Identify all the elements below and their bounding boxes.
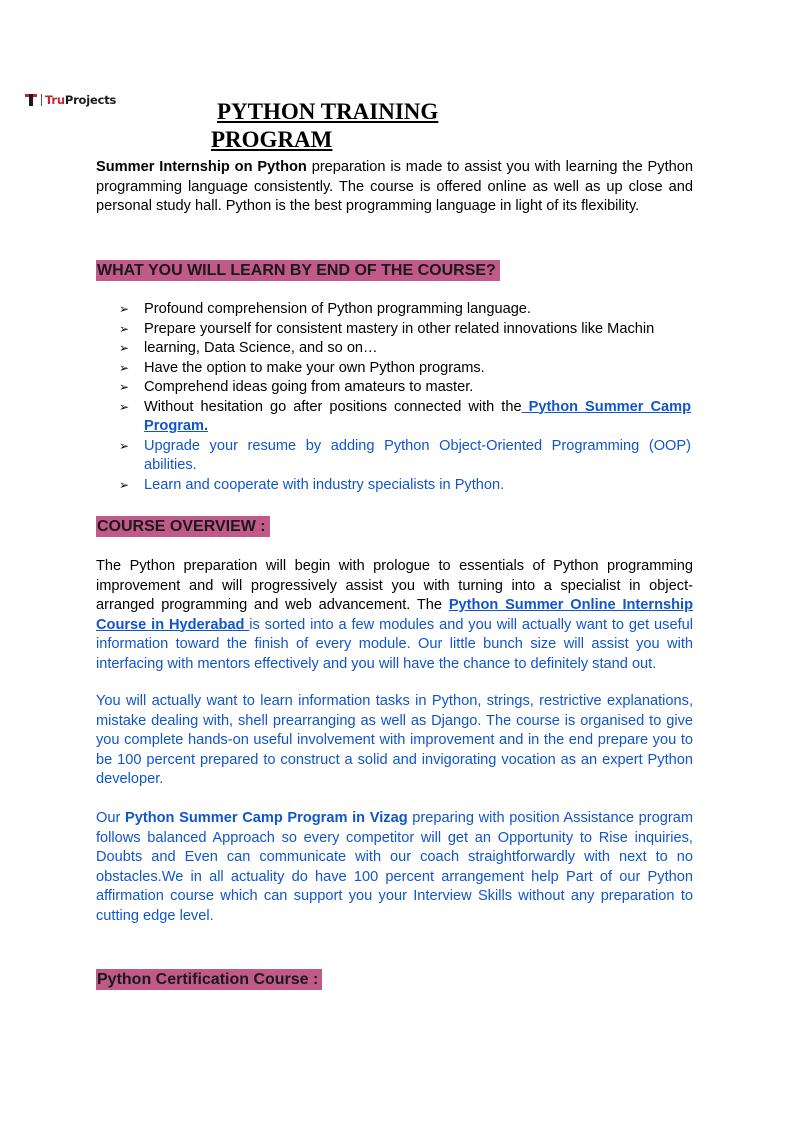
heading-certification: Python Certification Course : bbox=[96, 969, 322, 990]
list-item bbox=[119, 437, 691, 476]
logo-t-icon bbox=[25, 94, 37, 106]
vizag-program-bold: Python Summer Camp Program in Vizag bbox=[125, 810, 408, 826]
bullet-text: Prepare yourself for consistent mastery in other related innovations like Machin bbox=[144, 320, 655, 337]
list-item bbox=[119, 398, 691, 437]
arrow-bullet-icon: ➢ bbox=[119, 438, 130, 453]
bullet-text: Profound comprehension of Python programming language. bbox=[144, 301, 531, 317]
logo-tru: Tru bbox=[45, 93, 65, 107]
logo-projects: Projects bbox=[64, 93, 117, 107]
learn-bullet-list bbox=[119, 300, 691, 495]
intro-paragraph bbox=[96, 158, 693, 217]
bullet-text: Have the option to make your own Python programs. bbox=[144, 359, 485, 376]
overview-p3-start: Our bbox=[96, 810, 126, 826]
overview-p1-start: The Python preparation will begin with prologue to essentials of Python programming improvement and will progressively assist you with turning into a specialist in object-arranged programming and web advancement. The bbox=[96, 558, 693, 613]
bullet-text: Comprehend ideas going from amateurs to master. bbox=[144, 379, 474, 395]
overview-paragraph-3 bbox=[96, 809, 693, 926]
hyderabad-course-link[interactable]: Python Summer Online Internship Course in Hyderabad bbox=[96, 597, 693, 633]
overview-p3-end: preparing with position Assistance program follows balanced Approach so every competitor will get an Opportunity to Rise inquiries, Doubts and Even can communicate with our coach straightforwardly with next to no obstacles.We in all actuality do have 100 percent arrangement help Part of our Python affirmation course which can support you your Interview Skills without any preparation to cutting edge level. bbox=[96, 810, 694, 924]
intro-text: preparation is made to assist you with learning the Python programming language consistently. The course is offered online as well as up close and personal study hall. Python is the best programming language in light of its flexibility. bbox=[96, 159, 693, 214]
list-item bbox=[119, 359, 691, 379]
arrow-bullet-icon: ➢ bbox=[119, 399, 130, 414]
arrow-bullet-icon: ➢ bbox=[119, 380, 130, 394]
list-item bbox=[119, 339, 691, 359]
list-item bbox=[119, 378, 691, 398]
overview-p1-end: is sorted into a few modules and you will actually want to get useful information toward the finish of every module. Our little bunch size will assist you with interfacing with mentors effectively and you will have the chance to definitely stand out. bbox=[96, 616, 693, 672]
intro-bold: Summer Internship on Python bbox=[96, 159, 307, 175]
heading-learn: WHAT YOU WILL LEARN BY END OF THE COURSE? bbox=[96, 260, 500, 281]
bullet-text: Learn and cooperate with industry specialists in Python. bbox=[144, 476, 505, 493]
logo-wordmark bbox=[45, 93, 116, 107]
overview-paragraph-2: You will actually want to learn information tasks in Python, strings, restrictive explanations, mistake dealing with, shell prearranging as well as Django. The course is organised to give you complete hands-on useful involvement with improvement and in the end prepare you to be 100 percent prepared to construct a solid and invigorating vocation as an expert Python developer. bbox=[96, 693, 693, 787]
arrow-bullet-icon: ➢ bbox=[119, 302, 130, 316]
bullet-text: learning, Data Science, and so on… bbox=[144, 340, 378, 356]
page-title-line2: PROGRAM bbox=[211, 127, 333, 152]
python-summer-camp-link[interactable]: Python Summer Camp Program. bbox=[144, 398, 691, 434]
overview-paragraph-1 bbox=[96, 557, 693, 674]
truprojects-logo bbox=[25, 91, 116, 109]
logo-divider bbox=[41, 94, 42, 106]
page-title bbox=[211, 98, 511, 154]
list-item bbox=[119, 320, 691, 340]
arrow-bullet-icon: ➢ bbox=[119, 321, 130, 336]
arrow-bullet-icon: ➢ bbox=[119, 341, 130, 355]
bullet-text: Upgrade your resume by adding Python Object-Oriented Programming (OOP) abilities. bbox=[144, 437, 691, 473]
heading-course-overview: COURSE OVERVIEW : bbox=[96, 516, 270, 537]
bullet-text: Without hesitation go after positions connected with the bbox=[144, 398, 522, 415]
list-item bbox=[119, 300, 691, 320]
arrow-bullet-icon: ➢ bbox=[119, 477, 130, 492]
arrow-bullet-icon: ➢ bbox=[119, 360, 130, 375]
list-item bbox=[119, 476, 691, 496]
page-title-line1: PYTHON TRAINING bbox=[217, 99, 439, 124]
